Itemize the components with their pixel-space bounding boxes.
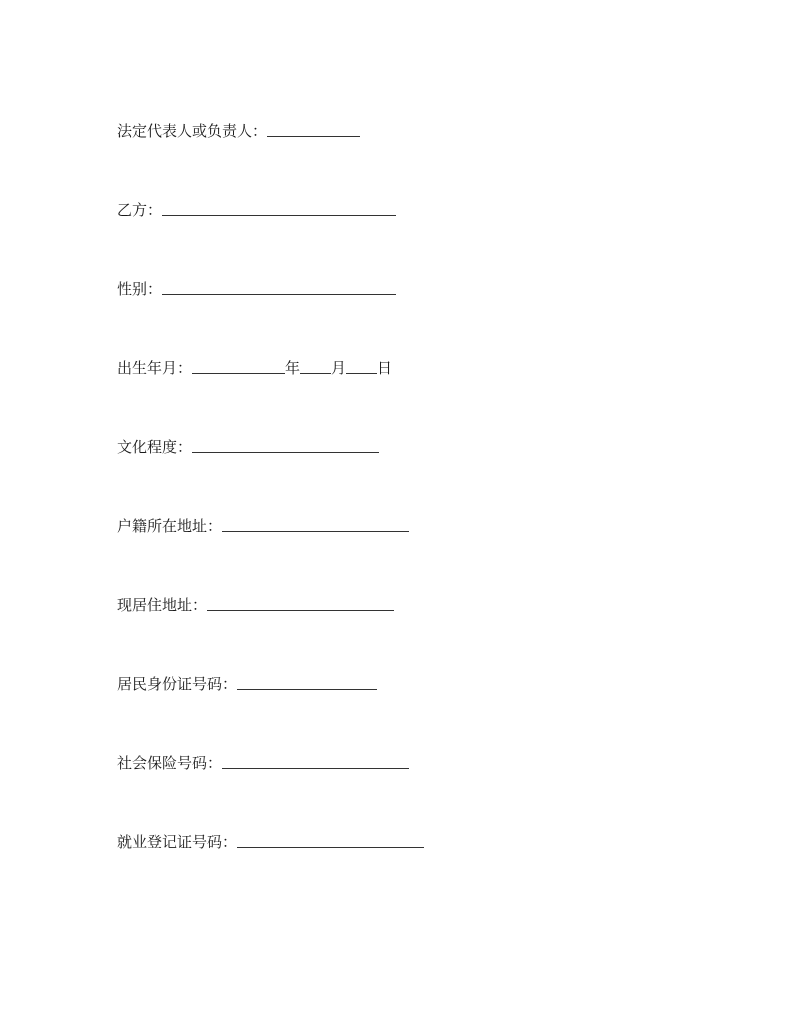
social-insurance-label: 社会保险号码： xyxy=(117,754,223,772)
social-insurance-row xyxy=(117,748,409,772)
social-insurance-blank[interactable] xyxy=(222,752,409,769)
education-blank[interactable] xyxy=(192,436,379,453)
legal-rep-blank[interactable] xyxy=(267,120,360,137)
gender-row xyxy=(117,274,396,298)
id-number-blank[interactable] xyxy=(237,673,377,690)
birth-month-blank[interactable] xyxy=(300,357,331,374)
gender-label: 性别： xyxy=(117,280,163,298)
hukou-address-label: 户籍所在地址： xyxy=(117,517,223,535)
hukou-address-blank[interactable] xyxy=(222,515,409,532)
id-number-row xyxy=(117,669,377,693)
education-label: 文化程度： xyxy=(117,438,193,456)
birth-day-unit: 日 xyxy=(377,359,393,377)
hukou-address-row xyxy=(117,511,409,535)
legal-rep-label: 法定代表人或负责人： xyxy=(117,122,268,140)
employment-reg-row xyxy=(117,827,424,851)
employment-reg-label: 就业登记证号码： xyxy=(117,833,238,851)
education-row xyxy=(117,432,379,456)
birth-year-blank[interactable] xyxy=(192,357,285,374)
current-address-label: 现居住地址： xyxy=(117,596,208,614)
current-address-row xyxy=(117,590,394,614)
birth-row xyxy=(117,353,392,377)
current-address-blank[interactable] xyxy=(207,594,394,611)
party-b-row xyxy=(117,195,396,219)
party-b-label: 乙方： xyxy=(117,201,163,219)
birth-year-unit: 年 xyxy=(285,359,301,377)
birth-day-blank[interactable] xyxy=(346,357,377,374)
birth-month-unit: 月 xyxy=(331,359,347,377)
birth-label: 出生年月： xyxy=(117,359,193,377)
employment-reg-blank[interactable] xyxy=(237,831,424,848)
gender-blank[interactable] xyxy=(162,278,396,295)
id-number-label: 居民身份证号码： xyxy=(117,675,238,693)
legal-rep-row xyxy=(117,116,360,140)
party-b-blank[interactable] xyxy=(162,199,396,216)
